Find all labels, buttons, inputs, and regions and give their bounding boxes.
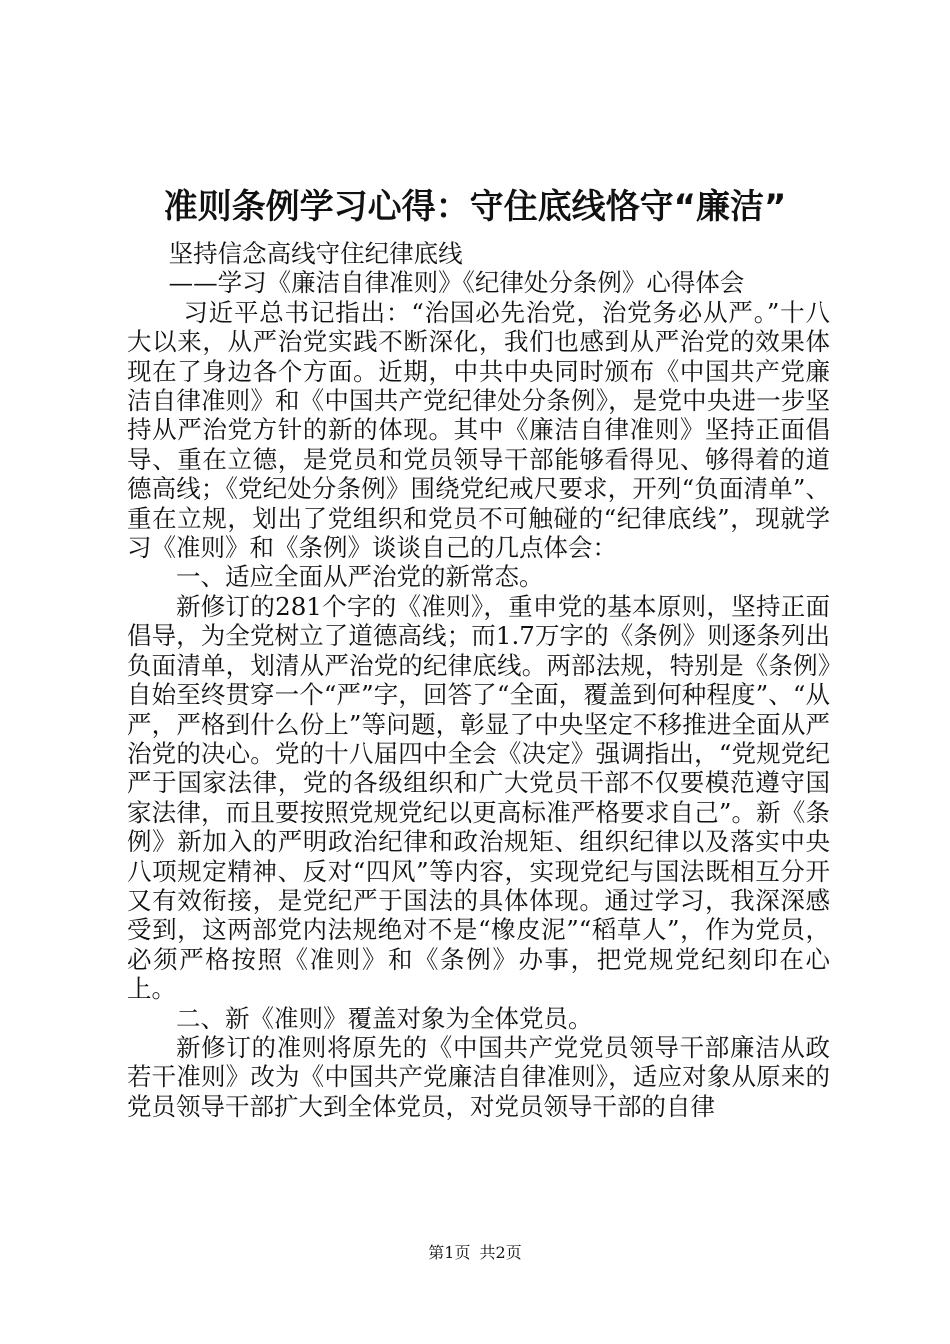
- subtitle-2: ——学习《廉洁自律准则》《纪律处分条例》心得体会: [168, 268, 745, 298]
- subtitle-1: 坚持信念高线守住纪律底线: [168, 239, 463, 268]
- section-heading-2: 二、新《准则》覆盖对象为全体党员。: [176, 1003, 593, 1033]
- document-title: 准则条例学习心得：守住底线恪守“廉洁”: [163, 187, 787, 227]
- paragraph-section-1: 新修订的281个字的《准则》，重申党的基本原则，坚持正面倡导，为全党树立了道德高线；而1.7万字的《条例》则逐条列出负面清单，划清从严治党的纪律底线。两部法规，特别是《条例》自始至终贯穿一个“严”字，回答了“全面，覆盖到何种程度”、“从严，严格到什么份上”等问题，彰显了中央坚定不移推进全面从严治党的决心。党的十八届四中全会《决定》强调指出，“党规党纪严于国家法律，党的各级组织和广大党员干部不仅要模范遵守国家法律，而且要按照党规党纪以更高标准严格要求自己”。新《条例》新加入的严明政治纪律和政治规矩、组织纪律以及落实中央八项规定精神、反对“四风”等内容，实现党纪与国法既相互分开又有效衔接，是党纪严于国法的具体体现。通过学习，我深深感受到，这两部党内法规绝对不是“橡皮泥”“稻草人”，作为党员，必须严格按照《准则》和《条例》办事，把党规党纪刻印在心上。: [127, 591, 830, 1004]
- document-body: [127, 239, 830, 1121]
- paragraph-intro: 习近平总书记指出：“治国必先治党，治党务必从严。”十八大以来，从严治党实践不断深化，我们也感到从严治党的效果体现在了身边各个方面。近期，中共中央同时颁布《中国共产党廉洁自律准则》和《中国共产党纪律处分条例》，是党中央进一步坚持从严治党方针的新的体现。其中《廉洁自律准则》坚持正面倡导、重在立德，是党员和党员领导干部能够看得见、够得着的道德高线；《党纪处分条例》围绕党纪戒尺要求，开列“负面清单”、重在立规，划出了党组织和党员不可触碰的“纪律底线”，现就学习《准则》和《条例》谈谈自己的几点体会：: [127, 297, 830, 563]
- page-footer: [0, 1243, 950, 1263]
- page-number-total: 共2页: [479, 1243, 522, 1262]
- page-number-current: 第1页: [428, 1243, 471, 1262]
- section-heading-1: 一、适应全面从严治党的新常态。: [176, 562, 544, 592]
- paragraph-section-2: 新修订的准则将原先的《中国共产党党员领导干部廉洁从政若干准则》改为《中国共产党廉洁自律准则》，适应对象从原来的党员领导干部扩大到全体党员，对党员领导干部的自律: [127, 1032, 830, 1121]
